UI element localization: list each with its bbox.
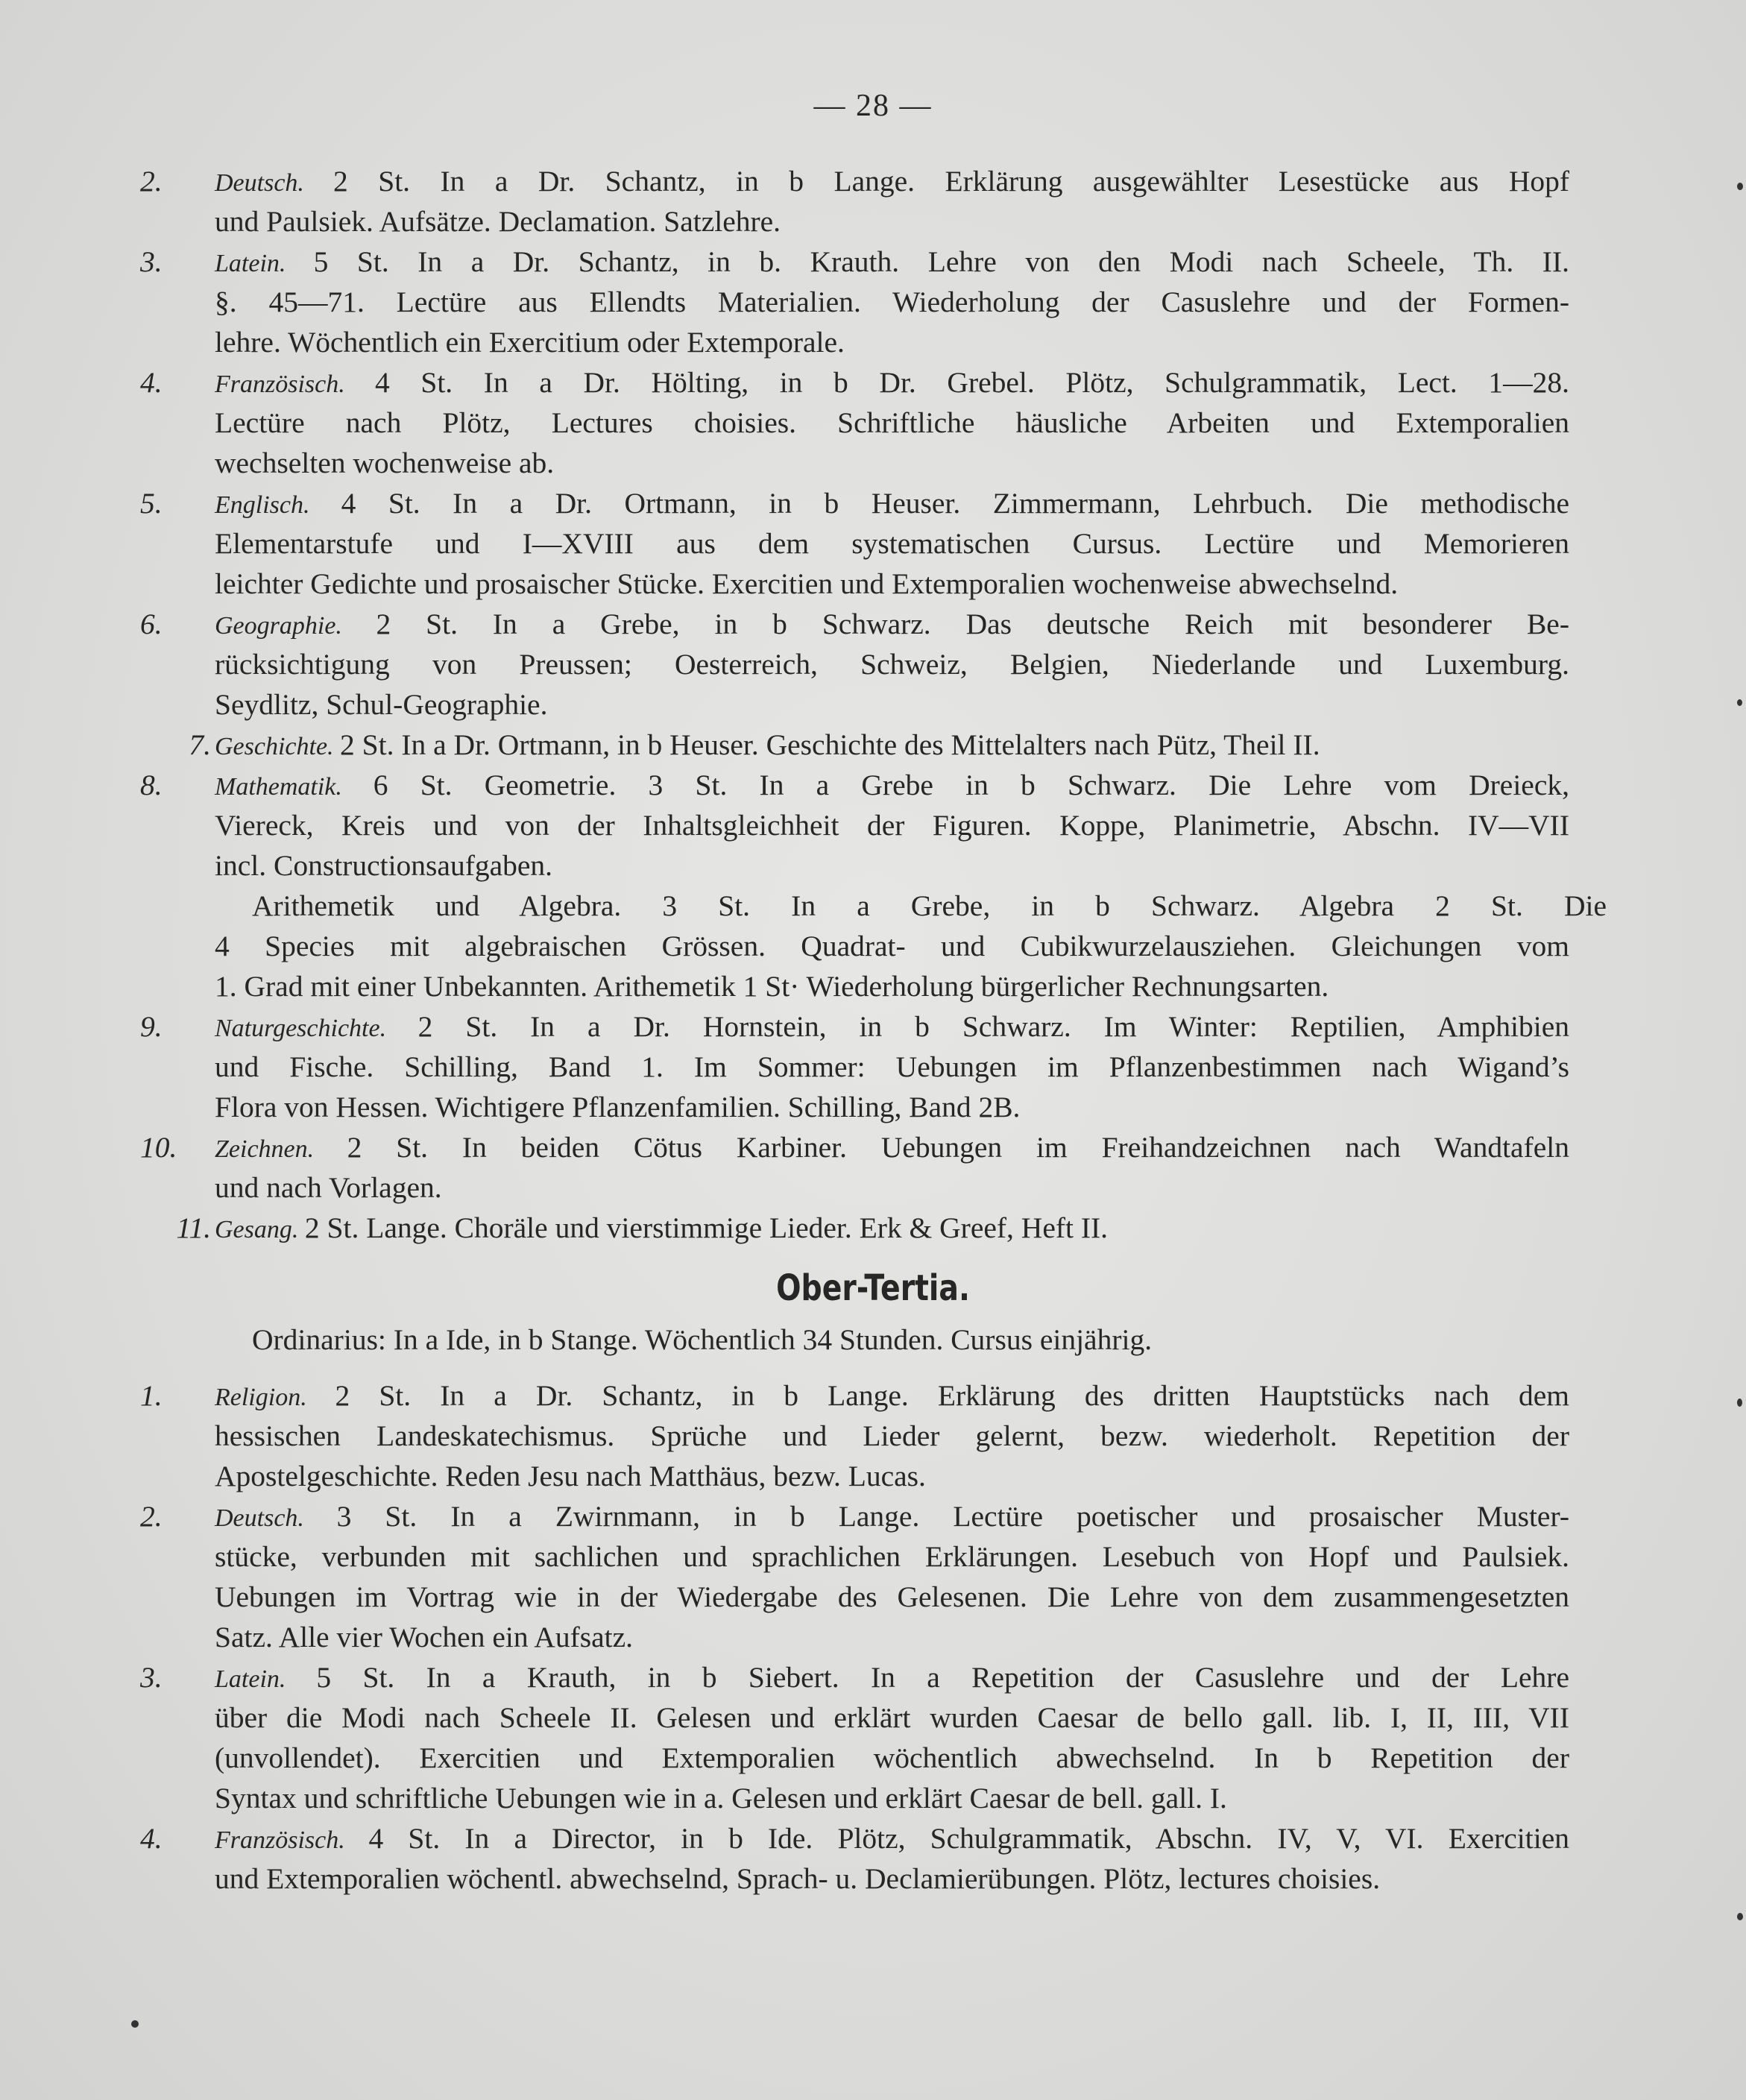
entry-text: 4 Species mit algebraischen Grössen. Quadrat- und Cubikwurzelausziehen. Gleichungen vom	[215, 930, 1569, 962]
entry-subject: Englisch.	[215, 491, 341, 519]
entry-line	[215, 1167, 1569, 1208]
entry-line	[140, 242, 1569, 282]
entry-line	[215, 1738, 1569, 1778]
entry-line	[140, 765, 1569, 805]
entry-line	[215, 644, 1569, 684]
section-title: Ober-Tertia.	[776, 1267, 970, 1309]
entry-line	[140, 1375, 1570, 1416]
entry-text: und Fische. Schilling, Band 1. Im Sommer: Uebungen im Pflanzenbestimmen nach Wigand’s	[215, 1050, 1569, 1083]
entry-text: Syntax und schriftliche Uebungen wie in a. Gelesen und erklärt Caesar de bell. gall. I.	[215, 1782, 1227, 1814]
entry-number: 10.	[140, 1131, 177, 1164]
entry-line	[215, 845, 1569, 886]
entry-subject: Mathematik.	[215, 773, 374, 801]
entry-text: 2 St. In beiden Cötus Karbiner. Uebungen im Freihandzeichnen nach Wandtafeln	[347, 1131, 1569, 1164]
entry-text: 1. Grad mit einer Unbekannten. Arithemetik 1 St· Wiederholung bürgerlicher Rechnungsarten.	[215, 970, 1329, 1003]
entry-text: §. 45—71. Lectüre aus Ellendts Materialien. Wiederholung der Casuslehre und der Formen-	[215, 286, 1569, 318]
entry-text: Seydlitz, Schul-Geographie.	[215, 688, 548, 721]
entry-text: incl. Constructionsaufgaben.	[215, 849, 553, 882]
entry-number: 2.	[140, 165, 163, 198]
entry-text: 5 St. In a Krauth, in b Siebert. In a Repetition der Casuslehre und der Lehre	[316, 1661, 1569, 1694]
entry-line	[215, 282, 1569, 322]
entry-text: 4 St. In a Director, in b Ide. Plötz, Schulgrammatik, Abschn. IV, V, VI. Exercitien	[368, 1822, 1569, 1855]
entry-text: 2 St. Lange. Choräle und vierstimmige Lieder. Erk & Greef, Heft II.	[304, 1211, 1109, 1244]
ordinarius-line: Ordinarius: In a Ide, in b Stange. Wöchentlich 34 Stunden. Cursus einjährig.	[252, 1323, 1153, 1356]
entry-line	[189, 725, 1569, 765]
curriculum-list-ober-tertia	[0, 1375, 1746, 1899]
entry-text: Elementarstufe und I—XVIII aus dem systematischen Cursus. Lectüre und Memorieren	[215, 527, 1569, 560]
curriculum-entry	[0, 765, 1746, 886]
entry-line	[215, 403, 1569, 443]
entry-text: 2 St. In a Dr. Schantz, in b Lange. Erklärung des dritten Hauptstücks nach dem	[335, 1379, 1570, 1412]
entry-line	[140, 161, 1569, 201]
entry-text: lehre. Wöchentlich ein Exercitium oder Extemporale.	[215, 326, 845, 359]
entry-text: über die Modi nach Scheele II. Gelesen und erklärt wurden Caesar de bello gall. lib. I, II, III, VII	[215, 1701, 1569, 1734]
entry-line	[215, 1087, 1569, 1127]
scan-speck	[131, 2020, 139, 2028]
entry-text: 3 St. In a Zwirnmann, in b Lange. Lectüre poetischer und prosaischer Muster-	[336, 1500, 1569, 1533]
entry-number: 4.	[140, 1822, 163, 1855]
entry-number: 2.	[140, 1500, 163, 1533]
entry-number: 3.	[140, 245, 163, 278]
curriculum-entry	[0, 242, 1746, 362]
curriculum-entry	[0, 483, 1746, 604]
entry-line	[215, 564, 1569, 604]
entry-text: Satz. Alle vier Wochen ein Aufsatz.	[215, 1621, 634, 1653]
entry-subject: Latein.	[215, 250, 314, 277]
entry-subject: Deutsch.	[215, 1504, 337, 1532]
entry-line	[140, 604, 1569, 644]
entry-subject: Französisch.	[215, 371, 375, 398]
entry-text: hessischen Landeskatechismus. Sprüche und Lieder gelernt, bezw. wiederholt. Repetition der	[215, 1419, 1569, 1452]
entry-line	[140, 1127, 1569, 1167]
entry-text: 2 St. In a Dr. Schantz, in b Lange. Erklärung ausgewählter Lesestücke aus Hopf	[333, 165, 1569, 198]
entry-line	[215, 523, 1569, 564]
entry-line	[215, 1536, 1569, 1577]
curriculum-entry	[0, 1496, 1746, 1657]
entry-line	[215, 684, 1569, 725]
entry-line	[215, 886, 1607, 926]
entry-text: Uebungen im Vortrag wie in der Wiedergabe des Gelesenen. Die Lehre von dem zusammengesetzten	[215, 1580, 1569, 1613]
entry-text: und Paulsiek. Aufsätze. Declamation. Satzlehre.	[215, 205, 781, 238]
curriculum-entry	[0, 725, 1746, 765]
curriculum-entry	[0, 1818, 1746, 1899]
scan-speck	[1737, 183, 1743, 190]
entry-number: 3.	[140, 1661, 163, 1694]
entry-number: 1.	[140, 1379, 163, 1412]
entry-text: stücke, verbunden mit sachlichen und sprachlichen Erklärungen. Lesebuch von Hopf und Paulsiek.	[215, 1540, 1569, 1573]
entry-subject: Geographie.	[215, 612, 376, 640]
entry-line	[140, 1818, 1569, 1858]
entry-line	[215, 1047, 1569, 1087]
entry-subject: Gesang.	[215, 1216, 305, 1243]
entry-subject: Latein.	[215, 1665, 317, 1693]
entry-text: wechselten wochenweise ab.	[215, 447, 555, 479]
curriculum-entry	[0, 161, 1746, 242]
entry-line	[140, 1496, 1569, 1536]
curriculum-entry	[0, 1657, 1746, 1818]
curriculum-entry	[0, 604, 1746, 725]
entry-line	[215, 1778, 1569, 1818]
entry-text: Lectüre nach Plötz, Lectures choisies. Schriftliche häusliche Arbeiten und Extemporalien	[215, 406, 1569, 439]
entry-text: und nach Vorlagen.	[215, 1171, 442, 1204]
entry-line	[140, 362, 1569, 403]
entry-line	[215, 1577, 1569, 1617]
entry-subject: Französisch.	[215, 1826, 369, 1854]
entry-line	[215, 926, 1569, 966]
entry-number: 7.	[189, 728, 211, 761]
entry-text: (unvollendet). Exercitien und Extemporalien wöchentlich abwechselnd. In b Repetition der	[215, 1741, 1569, 1774]
entry-text: und Extemporalien wöchentl. abwechselnd, Sprach- u. Declamierübungen. Plötz, lectures choisies.	[215, 1862, 1381, 1895]
entry-text: 2 St. In a Dr. Hornstein, in b Schwarz. Im Winter: Reptilien, Amphibien	[417, 1010, 1569, 1043]
entry-text: 6 St. Geometrie. 3 St. In a Grebe in b Schwarz. Die Lehre vom Dreieck,	[373, 769, 1569, 801]
entry-line	[215, 805, 1569, 845]
entry-subject: Zeichnen.	[215, 1135, 347, 1163]
scan-speck	[1737, 1399, 1742, 1407]
entry-line	[215, 443, 1569, 483]
curriculum-entry	[0, 1127, 1746, 1208]
page-number: — 28 —	[813, 89, 933, 123]
entry-line	[215, 1456, 1569, 1496]
entry-text: 5 St. In a Dr. Schantz, in b. Krauth. Lehre von den Modi nach Scheele, Th. II.	[313, 245, 1569, 278]
entry-text: rücksichtigung von Preussen; Oesterreich, Schweiz, Belgien, Niederlande und Luxemburg.	[215, 648, 1569, 681]
entry-line	[215, 1697, 1569, 1738]
entry-text: 2 St. In a Grebe, in b Schwarz. Das deutsche Reich mit besonderer Be-	[376, 608, 1569, 640]
entry-line	[140, 1006, 1569, 1047]
entry-line	[215, 1416, 1569, 1456]
entry-number: 11.	[176, 1211, 211, 1244]
entry-line	[215, 322, 1569, 362]
entry-line	[140, 1657, 1569, 1697]
entry-text: leichter Gedichte und prosaischer Stücke. Exercitien und Extemporalien wochenweise abwechselnd.	[215, 567, 1399, 600]
entry-subject: Religion.	[215, 1384, 335, 1411]
entry-text: Flora von Hessen. Wichtigere Pflanzenfamilien. Schilling, Band 2B.	[215, 1091, 1021, 1123]
curriculum-entry	[0, 886, 1746, 1006]
curriculum-entry	[0, 1375, 1746, 1496]
entry-number: 5.	[140, 487, 163, 520]
entry-number: 9.	[140, 1010, 163, 1043]
entry-subject: Naturgeschichte.	[215, 1015, 418, 1042]
entry-number: 4.	[140, 366, 163, 399]
entry-line	[140, 483, 1569, 523]
entry-text: Arithemetik und Algebra. 3 St. In a Grebe, in b Schwarz. Algebra 2 St. Die	[252, 889, 1607, 922]
scan-speck	[1737, 699, 1742, 706]
entry-text: 4 St. In a Dr. Ortmann, in b Heuser. Zimmermann, Lehrbuch. Die methodische	[341, 487, 1569, 520]
curriculum-entry	[0, 1006, 1746, 1127]
curriculum-list-unter-tertia	[0, 161, 1746, 1248]
entry-text: Apostelgeschichte. Reden Jesu nach Matthäus, bezw. Lucas.	[215, 1460, 926, 1492]
entry-number: 8.	[140, 769, 163, 801]
entry-text: 2 St. In a Dr. Ortmann, in b Heuser. Geschichte des Mittelalters nach Pütz, Theil II.	[340, 728, 1320, 761]
entry-number: 6.	[140, 608, 163, 640]
entry-line	[215, 1617, 1569, 1657]
entry-text: 4 St. In a Dr. Hölting, in b Dr. Grebel. Plötz, Schulgrammatik, Lect. 1—28.	[374, 366, 1569, 399]
entry-line	[215, 966, 1569, 1006]
curriculum-entry	[0, 362, 1746, 483]
entry-line	[176, 1208, 1569, 1248]
entry-subject: Geschichte.	[215, 733, 341, 760]
entry-line	[215, 201, 1569, 242]
scan-speck	[1737, 1913, 1743, 1920]
entry-text: Viereck, Kreis und von der Inhaltsgleichheit der Figuren. Koppe, Planimetrie, Abschn. IV—VII	[215, 809, 1569, 842]
entry-line	[215, 1858, 1569, 1899]
entry-subject: Deutsch.	[215, 169, 334, 197]
curriculum-entry	[0, 1208, 1746, 1248]
